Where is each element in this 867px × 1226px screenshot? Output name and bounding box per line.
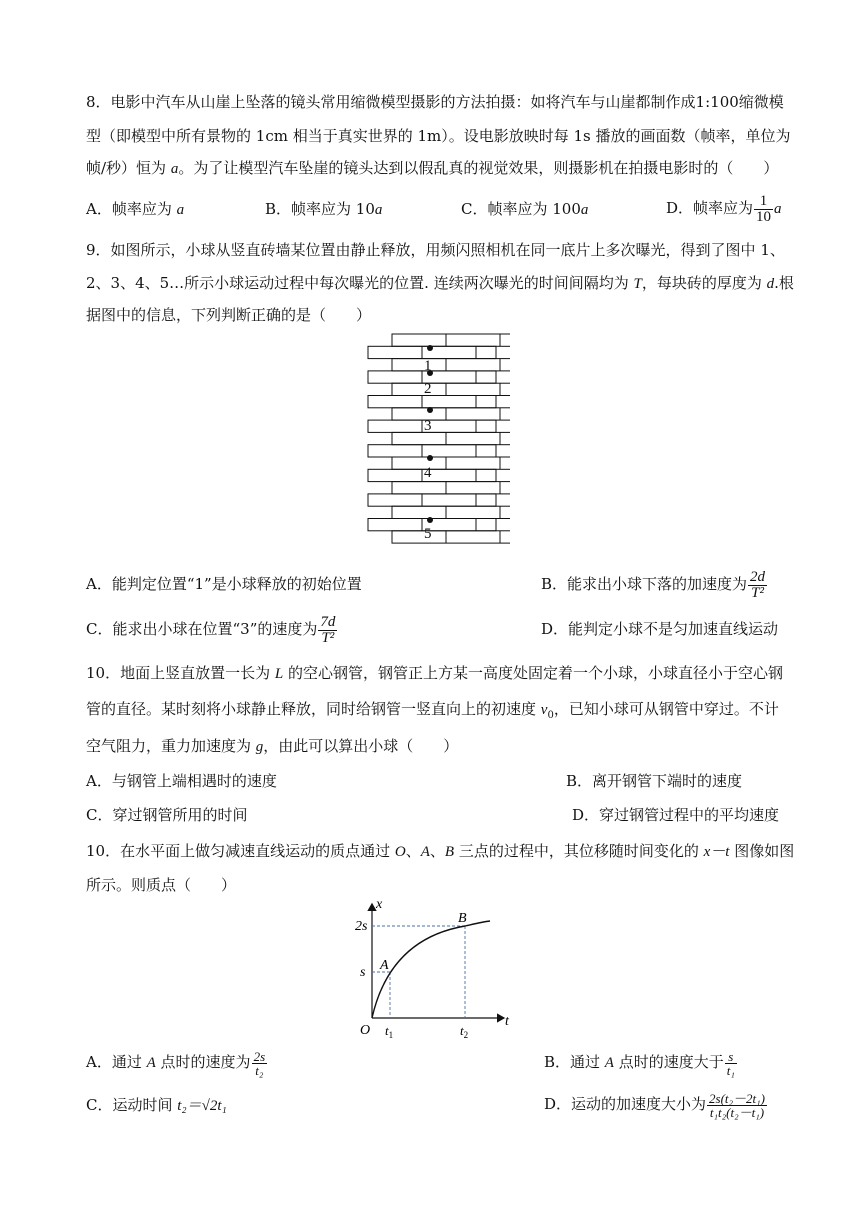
brick-row	[392, 408, 510, 420]
point-a-label: A	[380, 958, 389, 973]
t2-label: $t_2$	[460, 1023, 469, 1040]
brick-row	[392, 482, 510, 494]
q8-line-3: 帧/秒）恒为 a。为了让模型汽车坠崖的镜头达到以假乱真的视觉效果，则摄影机在拍摄电影时的（ ）	[86, 159, 779, 177]
q9-option-c: C．能求出小球在位置“3”的速度为 $\frac{7d}{\text{T²}}$	[86, 613, 336, 646]
q10a-option-b: B．离开钢管下端时的速度	[566, 772, 743, 790]
brick-row	[392, 359, 510, 371]
q8-line-1: 8．电影中汽车从山崖上坠落的镜头常用缩微模型摄影的方法拍摄：如将汽车与山崖都制作成1:100缩微模	[86, 93, 784, 111]
q8-option-a: A．帧率应为 a	[86, 200, 185, 218]
q10b-option-a: A．通过 A 点时的速度为 $\frac{2s}{\text{t₂}}$	[86, 1048, 266, 1078]
ball-dot	[427, 517, 433, 523]
point-b-label: B	[458, 911, 467, 926]
ball-dot	[427, 345, 433, 351]
q8-option-d-fraction: $\frac{1}{10}$	[756, 192, 772, 225]
q10b-line-1: 10．在水平面上做匀减速直线运动的质点通过 O、A、B 三点的过程中，其位移随时间变化的 x－t 图像如图	[86, 842, 795, 860]
q10b-option-b-fraction: $\frac{s}{\text{t₁}}$	[726, 1048, 735, 1078]
brick-row	[392, 334, 510, 346]
brick-row	[368, 494, 496, 506]
brick-row	[368, 445, 496, 457]
q8-line-2: 型（即模型中所有景物的 1cm 相当于真实世界的 1m）。设电影放映时每 1s 播放的画面数（帧率，单位为	[86, 127, 791, 145]
q10a-option-c: C．穿过钢管所用的时间	[86, 806, 248, 824]
q9-option-c-fraction: $\frac{7d}{\text{T²}}$	[320, 613, 336, 646]
q10b-option-c: C．运动时间 t₂＝√2t₁	[86, 1096, 227, 1114]
brick-wall-figure	[360, 330, 510, 560]
position-label-3: 3	[424, 418, 432, 434]
q9-line-3: 据图中的信息，下列判断正确的是（ ）	[86, 306, 372, 324]
position-label-1: 1	[424, 358, 432, 374]
q9-line-1: 9．如图所示，小球从竖直砖墙某位置由静止释放，用频闪照相机在同一底片上多次曝光，得到了图中 1、	[86, 241, 785, 259]
q9-option-b-fraction: $\frac{2d}{\text{T²}}$	[750, 568, 766, 601]
q10a-option-a: A．与钢管上端相遇时的速度	[86, 772, 277, 790]
brick-row	[392, 457, 510, 469]
ball-dot	[427, 455, 433, 461]
brick-row	[392, 506, 510, 518]
q10b-option-a-fraction: $\frac{2s}{\text{t₂}}$	[253, 1048, 266, 1078]
q10b-line-2: 所示。则质点（ ）	[86, 876, 237, 894]
y-tick-s: s	[360, 965, 366, 980]
q10b-option-d: D．运动的加速度大小为 $\frac{\text{2s(t₂－2t₁)}}{\text{t₁t₂(t₂－t₁)}}$	[544, 1090, 766, 1120]
q9-option-d: D．能判定小球不是匀加速直线运动	[541, 620, 779, 638]
x-t-graph	[352, 894, 522, 1044]
ball-dot	[427, 407, 433, 413]
brick-row	[392, 432, 510, 444]
brick-rows	[368, 334, 510, 543]
brick-row	[368, 396, 496, 408]
q10a-line-1: 10．地面上竖直放置一长为 L 的空心钢管，钢管正上方某一高度处固定着一个小球，小球直径小于空心钢	[86, 664, 783, 682]
q8-option-d: D．帧率应为 $\frac{1}{10}$ a	[666, 192, 782, 225]
q10b-option-b: B．通过 A 点时的速度大于 $\frac{s}{\text{t₁}}$	[544, 1048, 735, 1078]
position-label-5: 5	[424, 526, 432, 542]
position-label-4: 4	[424, 465, 432, 481]
q10a-line-2: 管的直径。某时刻将小球静止释放，同时给钢管一竖直向上的初速度 $v_0$，已知小球可从钢管中穿过。不计	[86, 700, 779, 721]
q8-option-b: B．帧率应为 10a	[265, 200, 383, 218]
y-tick-2s: 2s	[355, 919, 368, 934]
brick-row	[368, 469, 496, 481]
origin-label: O	[360, 1023, 371, 1038]
q8-option-c: C．帧率应为 100a	[461, 200, 589, 218]
position-label-2: 2	[424, 381, 432, 397]
t1-label: $t_1$	[385, 1023, 394, 1040]
y-axis-label: x	[376, 897, 383, 912]
q10a-line-3: 空气阻力，重力加速度为 g，由此可以算出小球（ ）	[86, 737, 459, 755]
q9-line-2: 2、3、4、5…所示小球运动过程中每次曝光的位置. 连续两次曝光的时间间隔均为 T，每块砖的厚度为 d.根	[86, 274, 794, 292]
q9-option-a: A．能判定位置“1”是小球释放的初始位置	[86, 575, 362, 593]
q10a-option-d: D．穿过钢管过程中的平均速度	[572, 806, 780, 824]
q10b-option-d-fraction: $\frac{\text{2s(t₂－2t₁)}}{\text{t₁t₂(t₂－t₁)}}$	[709, 1090, 766, 1120]
brick-row	[392, 383, 510, 395]
brick-row	[392, 531, 510, 543]
brick-row	[368, 420, 496, 432]
x-axis-label: t	[505, 1014, 509, 1029]
q9-option-b: B．能求出小球下落的加速度为 $\frac{2d}{\text{T²}}$	[541, 568, 766, 601]
